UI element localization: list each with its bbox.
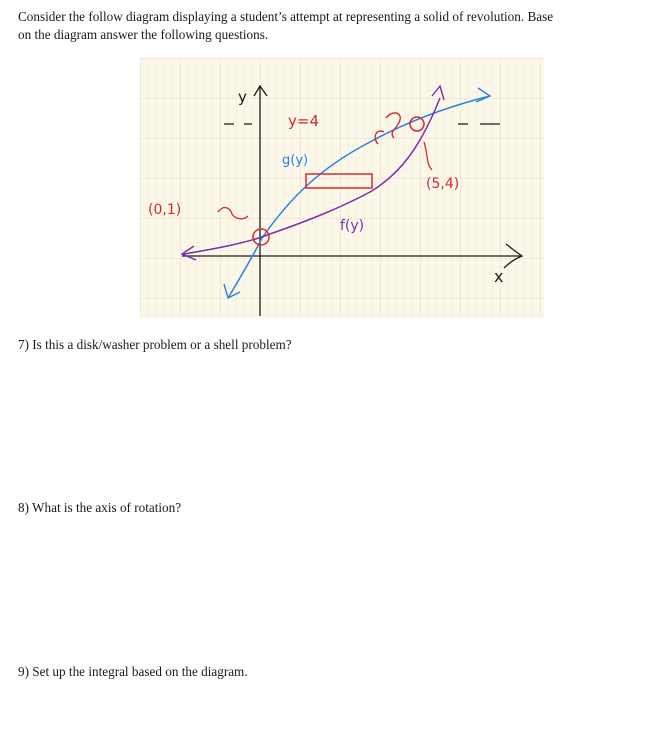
intro-line-1: Consider the follow diagram displaying a student’s attempt at representing a solid of revolution. Base (18, 9, 554, 24)
diagram-svg (140, 58, 544, 318)
f-label: f(y) (340, 218, 365, 234)
y-axis-label: y (238, 88, 247, 106)
x-axis-label: x (494, 267, 504, 286)
question-7: 7) Is this a disk/washer problem or a shell problem? (18, 337, 292, 352)
line-y4-label: y=4 (288, 112, 319, 130)
question-8: 8) What is the axis of rotation? (18, 500, 182, 515)
intro-paragraph (18, 8, 656, 44)
question-9: 9) Set up the integral based on the diagram. (18, 664, 248, 679)
point-left-label: (0,1) (148, 202, 182, 218)
g-label: g(y) (282, 153, 309, 168)
point-right-label: (5,4) (426, 176, 460, 192)
intro-line-2: on the diagram answer the following questions. (18, 27, 269, 42)
solid-of-revolution-diagram (140, 58, 544, 318)
